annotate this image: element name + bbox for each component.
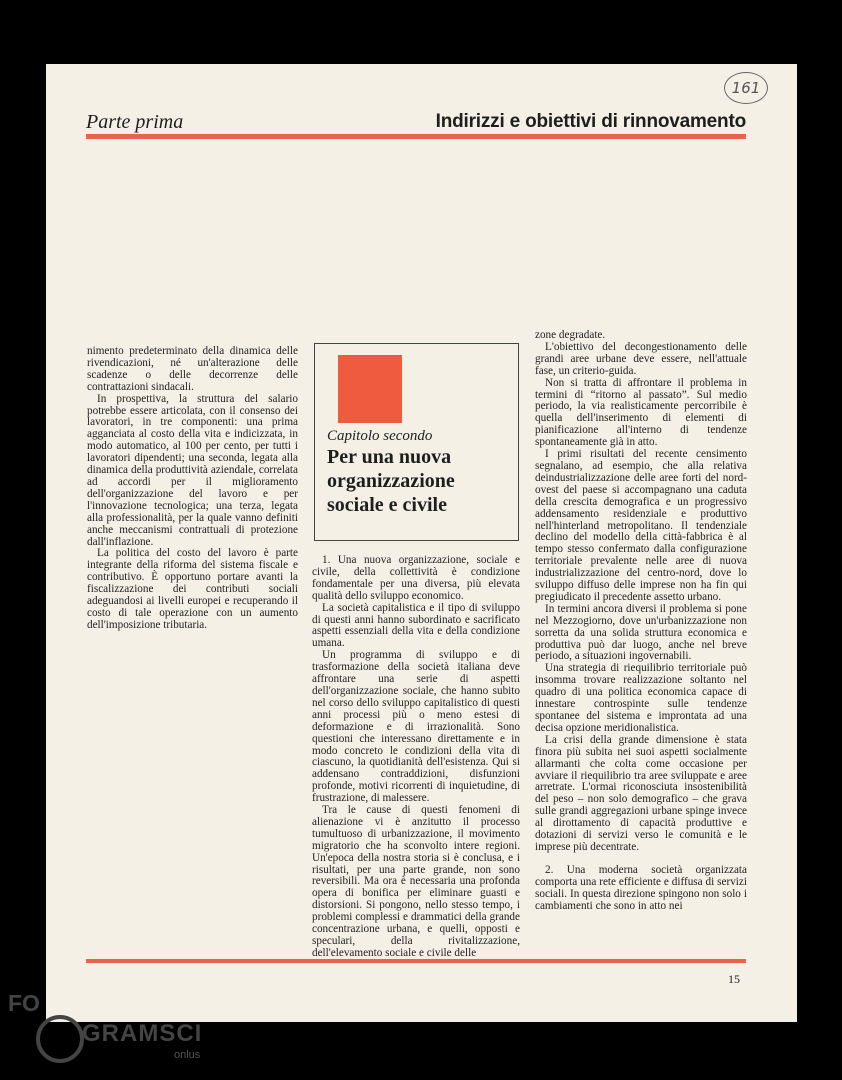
column-1 — [87, 346, 298, 632]
paragraph: 1. Una nuova organizzazione, sociale e civile, della collettività è condizione fondamentale per una diversa, più elevata qualità dello sviluppo economico. — [312, 554, 520, 602]
section-title: Indirizzi e obiettivi di rinnovamento — [435, 111, 746, 132]
watermark-suffix: onlus — [174, 1049, 201, 1061]
paragraph: zone degradate. — [535, 329, 606, 341]
paragraph: L'obiettivo del decongestionamento delle grandi aree urbane deve essere, nell'attuale fase, un criterio-guida. — [535, 340, 747, 377]
handwritten-page-number: 161 — [724, 72, 768, 104]
header-rule — [86, 134, 746, 139]
paragraph: Una strategia di riequilibrio territoriale può insomma trovare realizzazione soltanto nel quadro di una politica economica capace di innestare controspinte sulle tendenze spontanee del sistema e improntata ad una decisa opzione meridionalistica. — [535, 662, 747, 734]
paragraph: In prospettiva, la struttura del salario potrebbe essere articolata, con il consenso dei lavoratori, in tre componenti: una prima agganciata al costo della vita e indicizzata, in modo automatico, al 100 per cento, per tutti i lavoratori dipendenti; una seconda, legata alla dinamica della produttività aziendale, correlata ad accordi per il miglioramento dell'organizzazione del lavoro e per l'innovazione tecnologica; una terza, legata alla professionalità, per la quale vanno definiti anche meccanismi contrattuali di protezione dall'inflazione. — [87, 392, 298, 548]
section-label: Parte prima — [86, 111, 184, 133]
page-number: 15 — [728, 972, 740, 986]
chapter-heading-box — [314, 343, 519, 541]
paragraph: Non si tratta di affrontare il problema in termini di “ritorno al passato”. Sul medio periodo, la via realisticamente percorribile è quella dell'inserimento di elementi di pianificazione all'interno di tendenze spontaneamente già in atto. — [535, 376, 747, 449]
red-square-decoration — [338, 355, 402, 423]
paragraph: I primi risultati del recente censimento segnalano, ad esempio, che alla relativa deindustrializzazione delle aree forti del nord-ovest del paese si accompagnano una caduta della crescita demografica e un progressivo addensamento residenziale e produttivo nell'hinterland metropolitano. Il tendenziale declino del modello della città-fabbrica è al tempo stesso confermato dalla configurazione territoriale prevalente nelle aree di nuova industrializzazione del centro-nord, dove lo sviluppo diffuso delle imprese non ha fin qui pregiudicato il precedente assetto urbano. — [535, 448, 747, 603]
watermark-name: GRAMSCI — [82, 1020, 203, 1047]
paragraph: La crisi della grande dimensione è stata finora più subita nei suoi aspetti socialmente allarmanti che colta come occasione per avviare il riequilibrio tra aree sviluppate e aree arretrate. L'ormai riconosciuta insostenibilità del peso – non solo demografico – che grava sulle grandi aggregazioni urbane spinge invece al dirottamento di capacità produttive e dotazioni di servizi verso le comunità e le imprese più decentrate. — [535, 733, 747, 853]
paragraph: In termini ancora diversi il problema si pone nel Mezzogiorno, dove un'urbanizzazione non sorretta da una solida struttura economica e produttiva può dar luogo, anche nel breve periodo, a situazioni ingovernabili. — [535, 602, 747, 663]
paragraph: La società capitalistica e il tipo di sviluppo di questi anni hanno subordinato e sacrificato aspetti essenziali della vita e della condizione umana. — [312, 601, 520, 650]
chapter-title: Per una nuova organizzazione sociale e civile — [327, 446, 455, 516]
paragraph: Tra le cause di questi fenomeni di alienazione vi è anzitutto il processo tumultuoso di urbanizzazione, il movimento migratorio che ha sconvolto intere regioni. Un'epoca della nostra storia si è conclusa, e i risultati, per una parte grande, non sono reversibili. Ma ora è necessaria una profonda opera di bonifica per eliminare guasti e distorsioni. Si pongono, nello stesso tempo, i problemi complessi e drammatici della grande concentrazione urbana, e quelli, opposti e speculari, della rivitalizzazione, dell'elevamento sociale e civile delle — [312, 804, 520, 959]
paragraph: 2. Una moderna società organizzata comporta una rete efficiente e diffusa di servizi sociali. In questa direzione spingono non solo i cambiamenti che sono in atto nei — [535, 863, 747, 912]
paragraph: nimento predeterminato della dinamica delle rivendicazioni, né un'alterazione delle scadenze o delle decorrenze delle contrattazioni sindacali. — [87, 345, 298, 393]
watermark-prefix: FO — [8, 990, 40, 1016]
footer-rule — [86, 959, 746, 963]
column-2 — [312, 555, 520, 960]
paragraph: La politica del costo del lavoro è parte integrante della riforma del sistema fiscale e contributivo. È opportuno portare avanti la fiscalizzazione dei contributi sociali adeguandosi ai livelli europei e recuperando il costo di tale operazione con un aumento dell'imposizione tributaria. — [87, 547, 298, 631]
chapter-subtitle: Capitolo secondo — [327, 428, 433, 444]
paragraph: Un programma di sviluppo e di trasformazione della società italiana deve affrontare una serie di aspetti dell'organizzazione sociale, che hanno subito nel corso dello sviluppo capitalistico di questi anni processi più o meno estesi di deformazione e di irrazionalità. Sono questioni che interessano direttamente e in modo concreto le condizioni della vita di ciascuno, la quotidianità dell'esistenza. Qui si addensano contraddizioni, disfunzioni profonde, motivi ricorrenti di inquietudine, di frustrazione, di malessere. — [312, 649, 520, 805]
watermark-logo-icon — [36, 1015, 84, 1063]
column-3 — [535, 330, 747, 913]
